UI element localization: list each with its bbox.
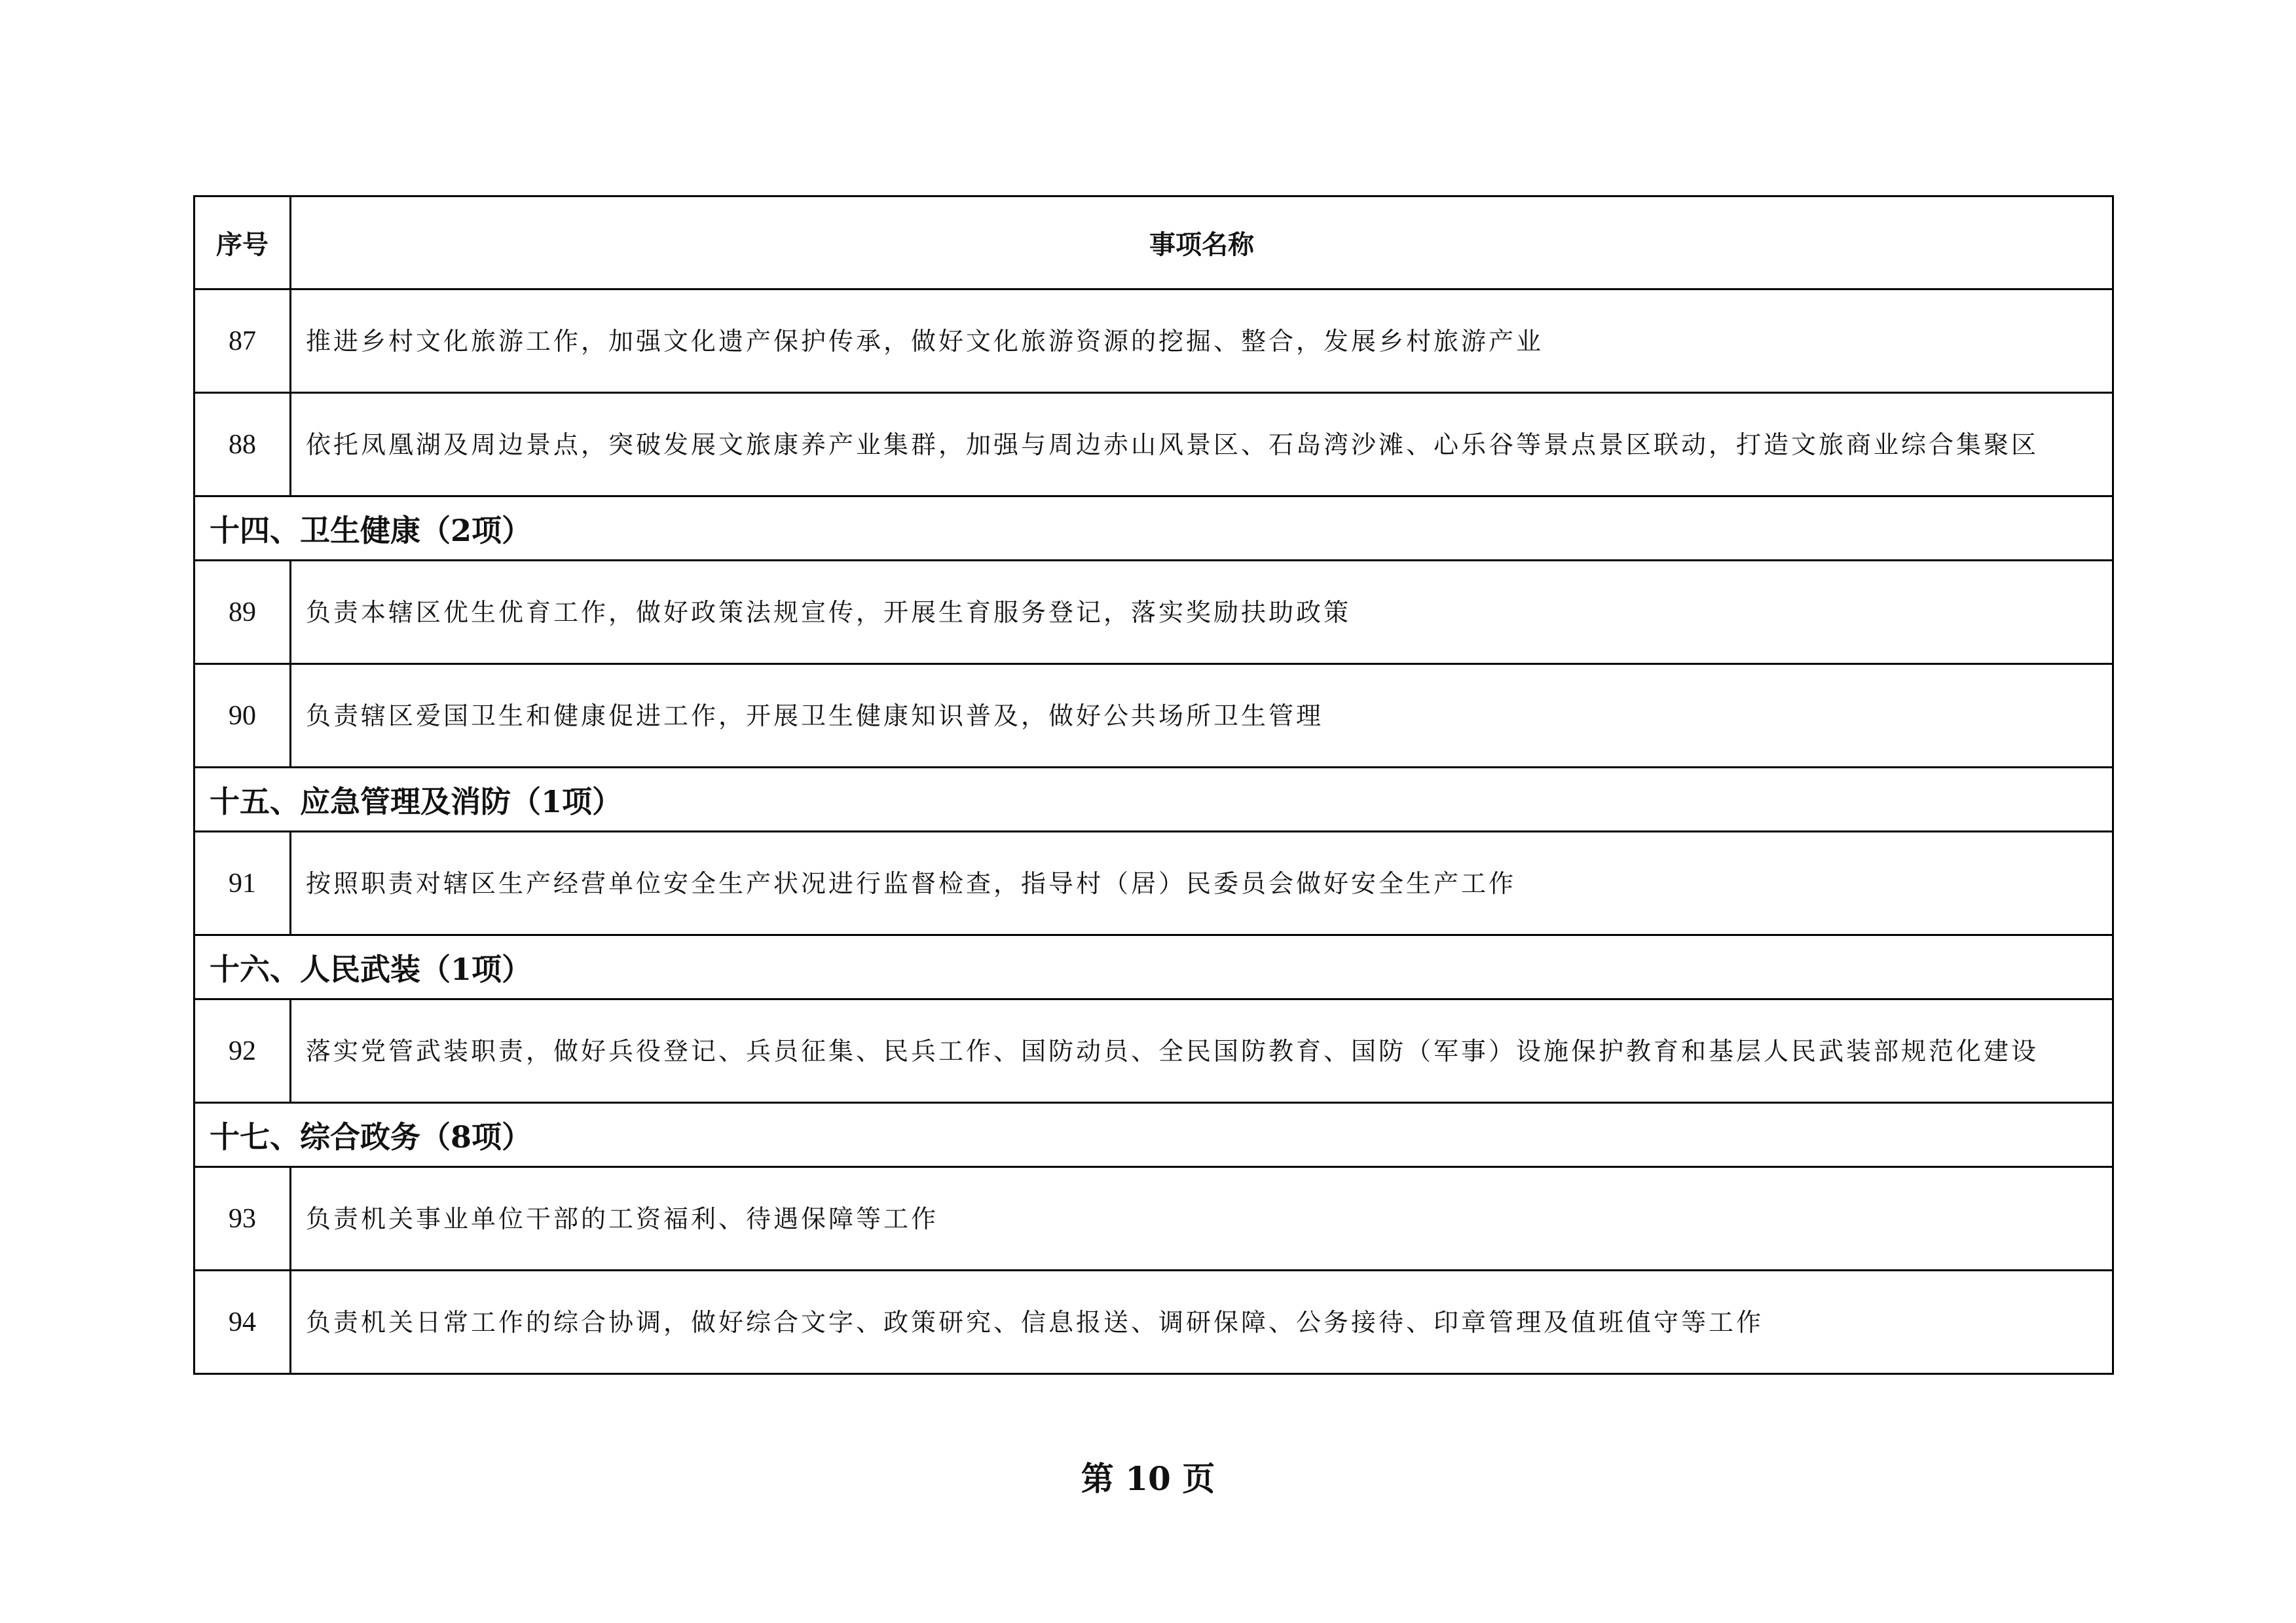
table-header-row xyxy=(194,196,2113,289)
row-item-text: 落实党管武装职责，做好兵役登记、兵员征集、民兵工作、国防动员、全民国防教育、国防（军事）设施保护教育和基层人民武装部规范化建设 xyxy=(291,999,2113,1103)
table-row xyxy=(194,289,2113,393)
row-number: 90 xyxy=(194,664,291,768)
section-title: 十七、综合政务（8项） xyxy=(194,1103,2113,1167)
table-row xyxy=(194,393,2113,496)
table-row xyxy=(194,664,2113,768)
row-number: 92 xyxy=(194,999,291,1103)
table-row xyxy=(194,1167,2113,1271)
row-number: 88 xyxy=(194,393,291,496)
section-header-row xyxy=(194,935,2113,999)
row-item-text: 负责机关日常工作的综合协调，做好综合文字、政策研究、信息报送、调研保障、公务接待、印章管理及值班值守等工作 xyxy=(291,1271,2113,1374)
duty-list-table xyxy=(193,195,2114,1375)
header-item-name: 事项名称 xyxy=(291,196,2113,289)
row-number: 91 xyxy=(194,832,291,935)
section-header-row xyxy=(194,496,2113,561)
section-header-row xyxy=(194,1103,2113,1167)
row-number: 87 xyxy=(194,289,291,393)
section-title: 十四、卫生健康（2项） xyxy=(194,496,2113,561)
table-row xyxy=(194,999,2113,1103)
row-number: 89 xyxy=(194,561,291,664)
table-row xyxy=(194,832,2113,935)
row-item-text: 依托凤凰湖及周边景点，突破发展文旅康养产业集群，加强与周边赤山风景区、石岛湾沙滩、心乐谷等景点景区联动，打造文旅商业综合集聚区 xyxy=(291,393,2113,496)
row-item-text: 负责辖区爱国卫生和健康促进工作，开展卫生健康知识普及，做好公共场所卫生管理 xyxy=(291,664,2113,768)
row-number: 93 xyxy=(194,1167,291,1271)
section-title: 十六、人民武装（1项） xyxy=(194,935,2113,999)
section-header-row xyxy=(194,768,2113,832)
row-item-text: 推进乡村文化旅游工作，加强文化遗产保护传承，做好文化旅游资源的挖掘、整合，发展乡村旅游产业 xyxy=(291,289,2113,393)
row-item-text: 按照职责对辖区生产经营单位安全生产状况进行监督检查，指导村（居）民委员会做好安全生产工作 xyxy=(291,832,2113,935)
table-row xyxy=(194,561,2113,664)
page-number: 第 10 页 xyxy=(1081,1459,1215,1498)
section-title: 十五、应急管理及消防（1项） xyxy=(194,768,2113,832)
row-item-text: 负责本辖区优生优育工作，做好政策法规宣传，开展生育服务登记，落实奖励扶助政策 xyxy=(291,561,2113,664)
row-number: 94 xyxy=(194,1271,291,1374)
header-serial-number: 序号 xyxy=(194,196,291,289)
table-row xyxy=(194,1271,2113,1374)
row-item-text: 负责机关事业单位干部的工资福利、待遇保障等工作 xyxy=(291,1167,2113,1271)
